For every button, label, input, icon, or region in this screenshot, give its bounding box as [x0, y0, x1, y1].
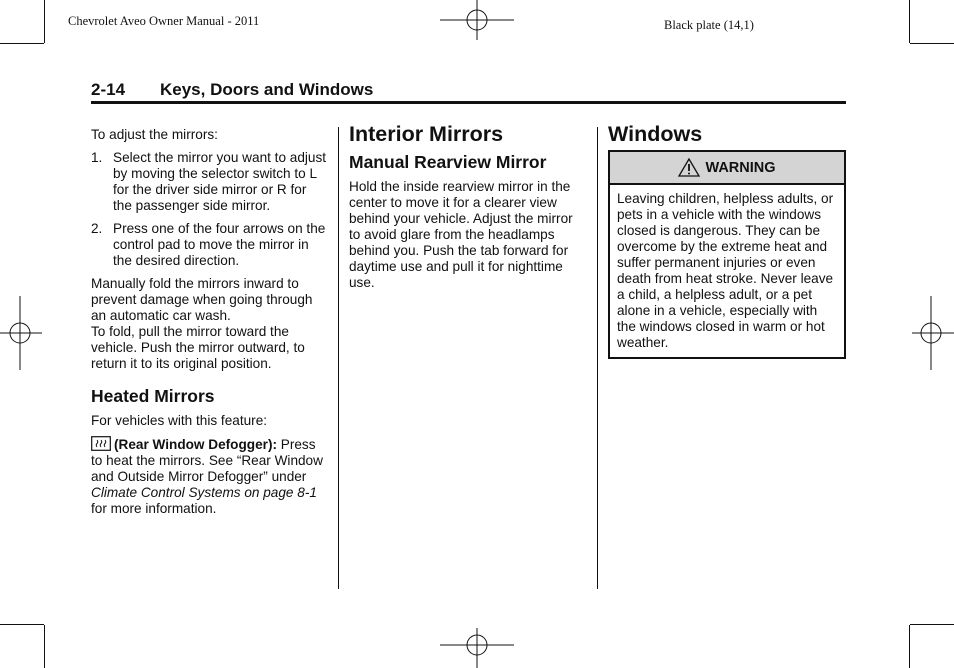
- warning-header: [610, 152, 844, 185]
- crop-mark: [910, 43, 954, 44]
- adjust-steps: [91, 150, 327, 269]
- defogger-label: (Rear Window Defogger):: [114, 437, 277, 452]
- column-divider: [338, 127, 339, 589]
- list-item: 1. Select the mirror you want to adjust by moving the selector switch to L for the driver side mirror or R for the passenger side mirror.: [91, 150, 327, 213]
- crop-mark: [910, 624, 954, 625]
- page-number: 2-14: [91, 80, 126, 99]
- section-header: [91, 80, 845, 100]
- defogger-paragraph: (Rear Window Defogger): Press to heat the mirrors. See “Rear Window and Outside Mirror Defogger” under Climate Control Systems on page 8‑1 for more information.: [91, 437, 323, 516]
- fold-paragraph: Manually fold the mirrors inward to prevent damage when going through an automatic car wash. To fold, pull the mirror toward the vehicle. Push the mirror outward, to return it to its original position.: [91, 276, 313, 371]
- crosshair-registration-icon: [0, 296, 44, 372]
- crop-mark: [44, 625, 45, 668]
- crosshair-registration-icon: [440, 626, 516, 668]
- warning-body: [610, 185, 844, 357]
- warning-box: [608, 150, 846, 359]
- list-item: 2. Press one of the four arrows on the control pad to move the mirror in the desired direction.: [91, 221, 326, 268]
- warning-triangle-icon: [678, 158, 700, 177]
- header-rule: [91, 101, 846, 104]
- rear-defogger-icon: [91, 436, 111, 451]
- crop-mark: [909, 0, 910, 43]
- crosshair-registration-icon: [440, 0, 516, 44]
- adjust-intro: To adjust the mirrors:: [91, 127, 218, 142]
- heated-mirrors-heading: Heated Mirrors: [91, 386, 215, 406]
- rearview-paragraph: Hold the inside rearview mirror in the center to move it for a clearer view behind your vehicle. Adjust the mirror to avoid glare from the headlamps behind you. Push the tab forward for daytime use and pull it for nighttime use.: [349, 179, 573, 290]
- crosshair-registration-icon: [910, 296, 954, 372]
- section-title: Keys, Doors and Windows: [160, 80, 374, 99]
- windows-heading: Windows: [608, 122, 703, 146]
- warning-text: Leaving children, helpless adults, or pets in a vehicle with the windows closed is dangerous. They can be overcome by the extreme heat and suffer permanent injuries or even death from heat stroke. Never leave a child, a helpless adult, or a pet alone in a vehicle, especially with the windows closed in warm or hot weather.: [617, 191, 834, 350]
- column-right: [608, 122, 846, 359]
- plate-label: Black plate (14,1): [664, 18, 754, 32]
- manual-title: Chevrolet Aveo Owner Manual - 2011: [68, 14, 260, 28]
- crop-mark: [44, 0, 45, 43]
- interior-mirrors-heading: Interior Mirrors: [349, 122, 504, 146]
- column-middle: [349, 122, 585, 298]
- heated-intro: For vehicles with this feature:: [91, 413, 268, 428]
- warning-label: WARNING: [705, 159, 776, 176]
- column-divider: [597, 127, 598, 589]
- cross-reference-link[interactable]: Climate Control Systems on page 8‑1: [91, 485, 317, 500]
- crop-mark: [0, 43, 44, 44]
- crop-mark: [0, 624, 44, 625]
- crop-mark: [909, 625, 910, 668]
- manual-rearview-heading: Manual Rearview Mirror: [349, 152, 547, 172]
- column-left: [91, 127, 327, 524]
